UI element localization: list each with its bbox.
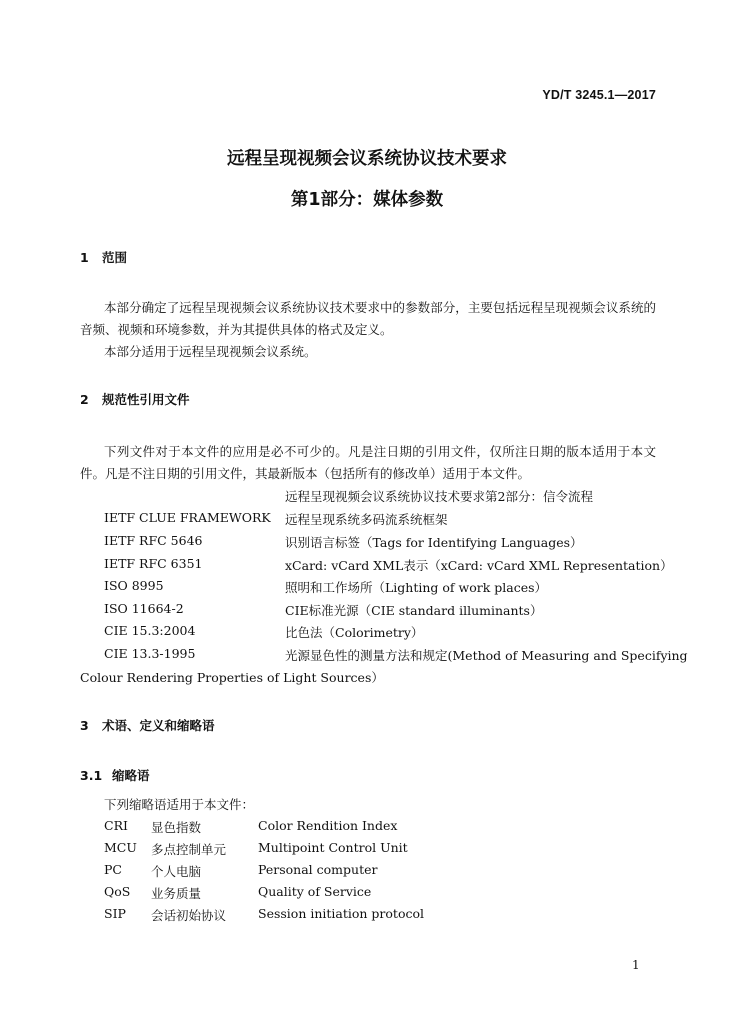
section-heading-terms <box>80 716 215 734</box>
abbreviation: CRI <box>104 818 128 833</box>
document-subtitle: 第1部分：媒体参数 <box>290 190 444 210</box>
abbreviation-chinese: 业务质量 <box>151 886 202 901</box>
abbreviation-chinese: 多点控制单元 <box>151 842 227 857</box>
reference-title: 远程呈现系统多码流系统框架 <box>285 512 448 527</box>
abbreviation-english: Color Rendition Index <box>258 818 398 833</box>
subsection-heading-abbreviations <box>80 766 150 784</box>
abbreviation-english: Personal computer <box>258 862 378 877</box>
reference-title: CIE标准光源（CIE standard illuminants） <box>285 603 543 618</box>
reference-code: CIE 15.3:2004 <box>104 623 196 638</box>
section-title: 缩略语 <box>112 768 150 783</box>
abbreviation-chinese: 个人电脑 <box>151 864 202 879</box>
section-number: 2 <box>80 392 89 407</box>
abbreviation: SIP <box>104 906 126 921</box>
reference-title: 光源显色性的测量方法和规定(Method of Measuring and Specifying <box>285 648 688 663</box>
abbreviations-intro: 下列缩略语适用于本文件： <box>104 797 255 812</box>
reference-code: IETF RFC 5646 <box>104 533 203 548</box>
reference-code: ISO 11664-2 <box>104 601 184 616</box>
scope-paragraph-1: 本部分确定了远程呈现视频会议系统协议技术要求中的参数部分，主要包括远程呈现视频会议系统的音频、视频和环境参数，并为其提供具体的格式及定义。 <box>80 300 656 337</box>
reference-title: 照明和工作场所（Lighting of work places） <box>285 580 548 595</box>
section-title: 术语、定义和缩略语 <box>102 718 215 733</box>
page-number: 1 <box>632 958 640 972</box>
section-heading-references <box>80 390 190 408</box>
reference-code: IETF RFC 6351 <box>104 556 203 571</box>
reference-title: 远程呈现视频会议系统协议技术要求第2部分：信令流程 <box>285 489 593 504</box>
abbreviation: MCU <box>104 840 137 855</box>
abbreviation-chinese: 会话初始协议 <box>151 908 227 923</box>
abbreviation-english: Session initiation protocol <box>258 906 425 921</box>
reference-title-continuation: Colour Rendering Properties of Light Sources） <box>80 670 384 685</box>
section-number: 3.1 <box>80 768 103 783</box>
reference-code: IETF CLUE FRAMEWORK <box>104 510 271 525</box>
reference-code: ISO 8995 <box>104 578 164 593</box>
section-title: 范围 <box>102 250 128 265</box>
scope-paragraph-2: 本部分适用于远程呈现视频会议系统。 <box>104 344 317 359</box>
references-intro: 下列文件对于本文件的应用是必不可少的。凡是注日期的引用文件，仅所注日期的版本适用于本文件。凡是不注日期的引用文件，其最新版本（包括所有的修改单）适用于本文件。 <box>80 444 656 481</box>
reference-title: 比色法（Colorimetry） <box>285 625 424 640</box>
reference-title: xCard: vCard XML表示（xCard: vCard XML Representation） <box>285 558 673 573</box>
abbreviation: PC <box>104 862 122 877</box>
reference-title: 识别语言标签（Tags for Identifying Languages） <box>285 535 583 550</box>
standard-code: YD/T 3245.1—2017 <box>542 88 656 102</box>
section-heading-scope <box>80 248 127 266</box>
section-number: 1 <box>80 250 89 265</box>
reference-code: CIE 13.3-1995 <box>104 646 196 661</box>
document-title: 远程呈现视频会议系统协议技术要求 <box>227 149 507 169</box>
abbreviation-english: Multipoint Control Unit <box>258 840 408 855</box>
section-number: 3 <box>80 718 89 733</box>
abbreviation-chinese: 显色指数 <box>151 820 202 835</box>
abbreviation: QoS <box>104 884 131 899</box>
abbreviation-english: Quality of Service <box>258 884 372 899</box>
section-title: 规范性引用文件 <box>102 392 190 407</box>
